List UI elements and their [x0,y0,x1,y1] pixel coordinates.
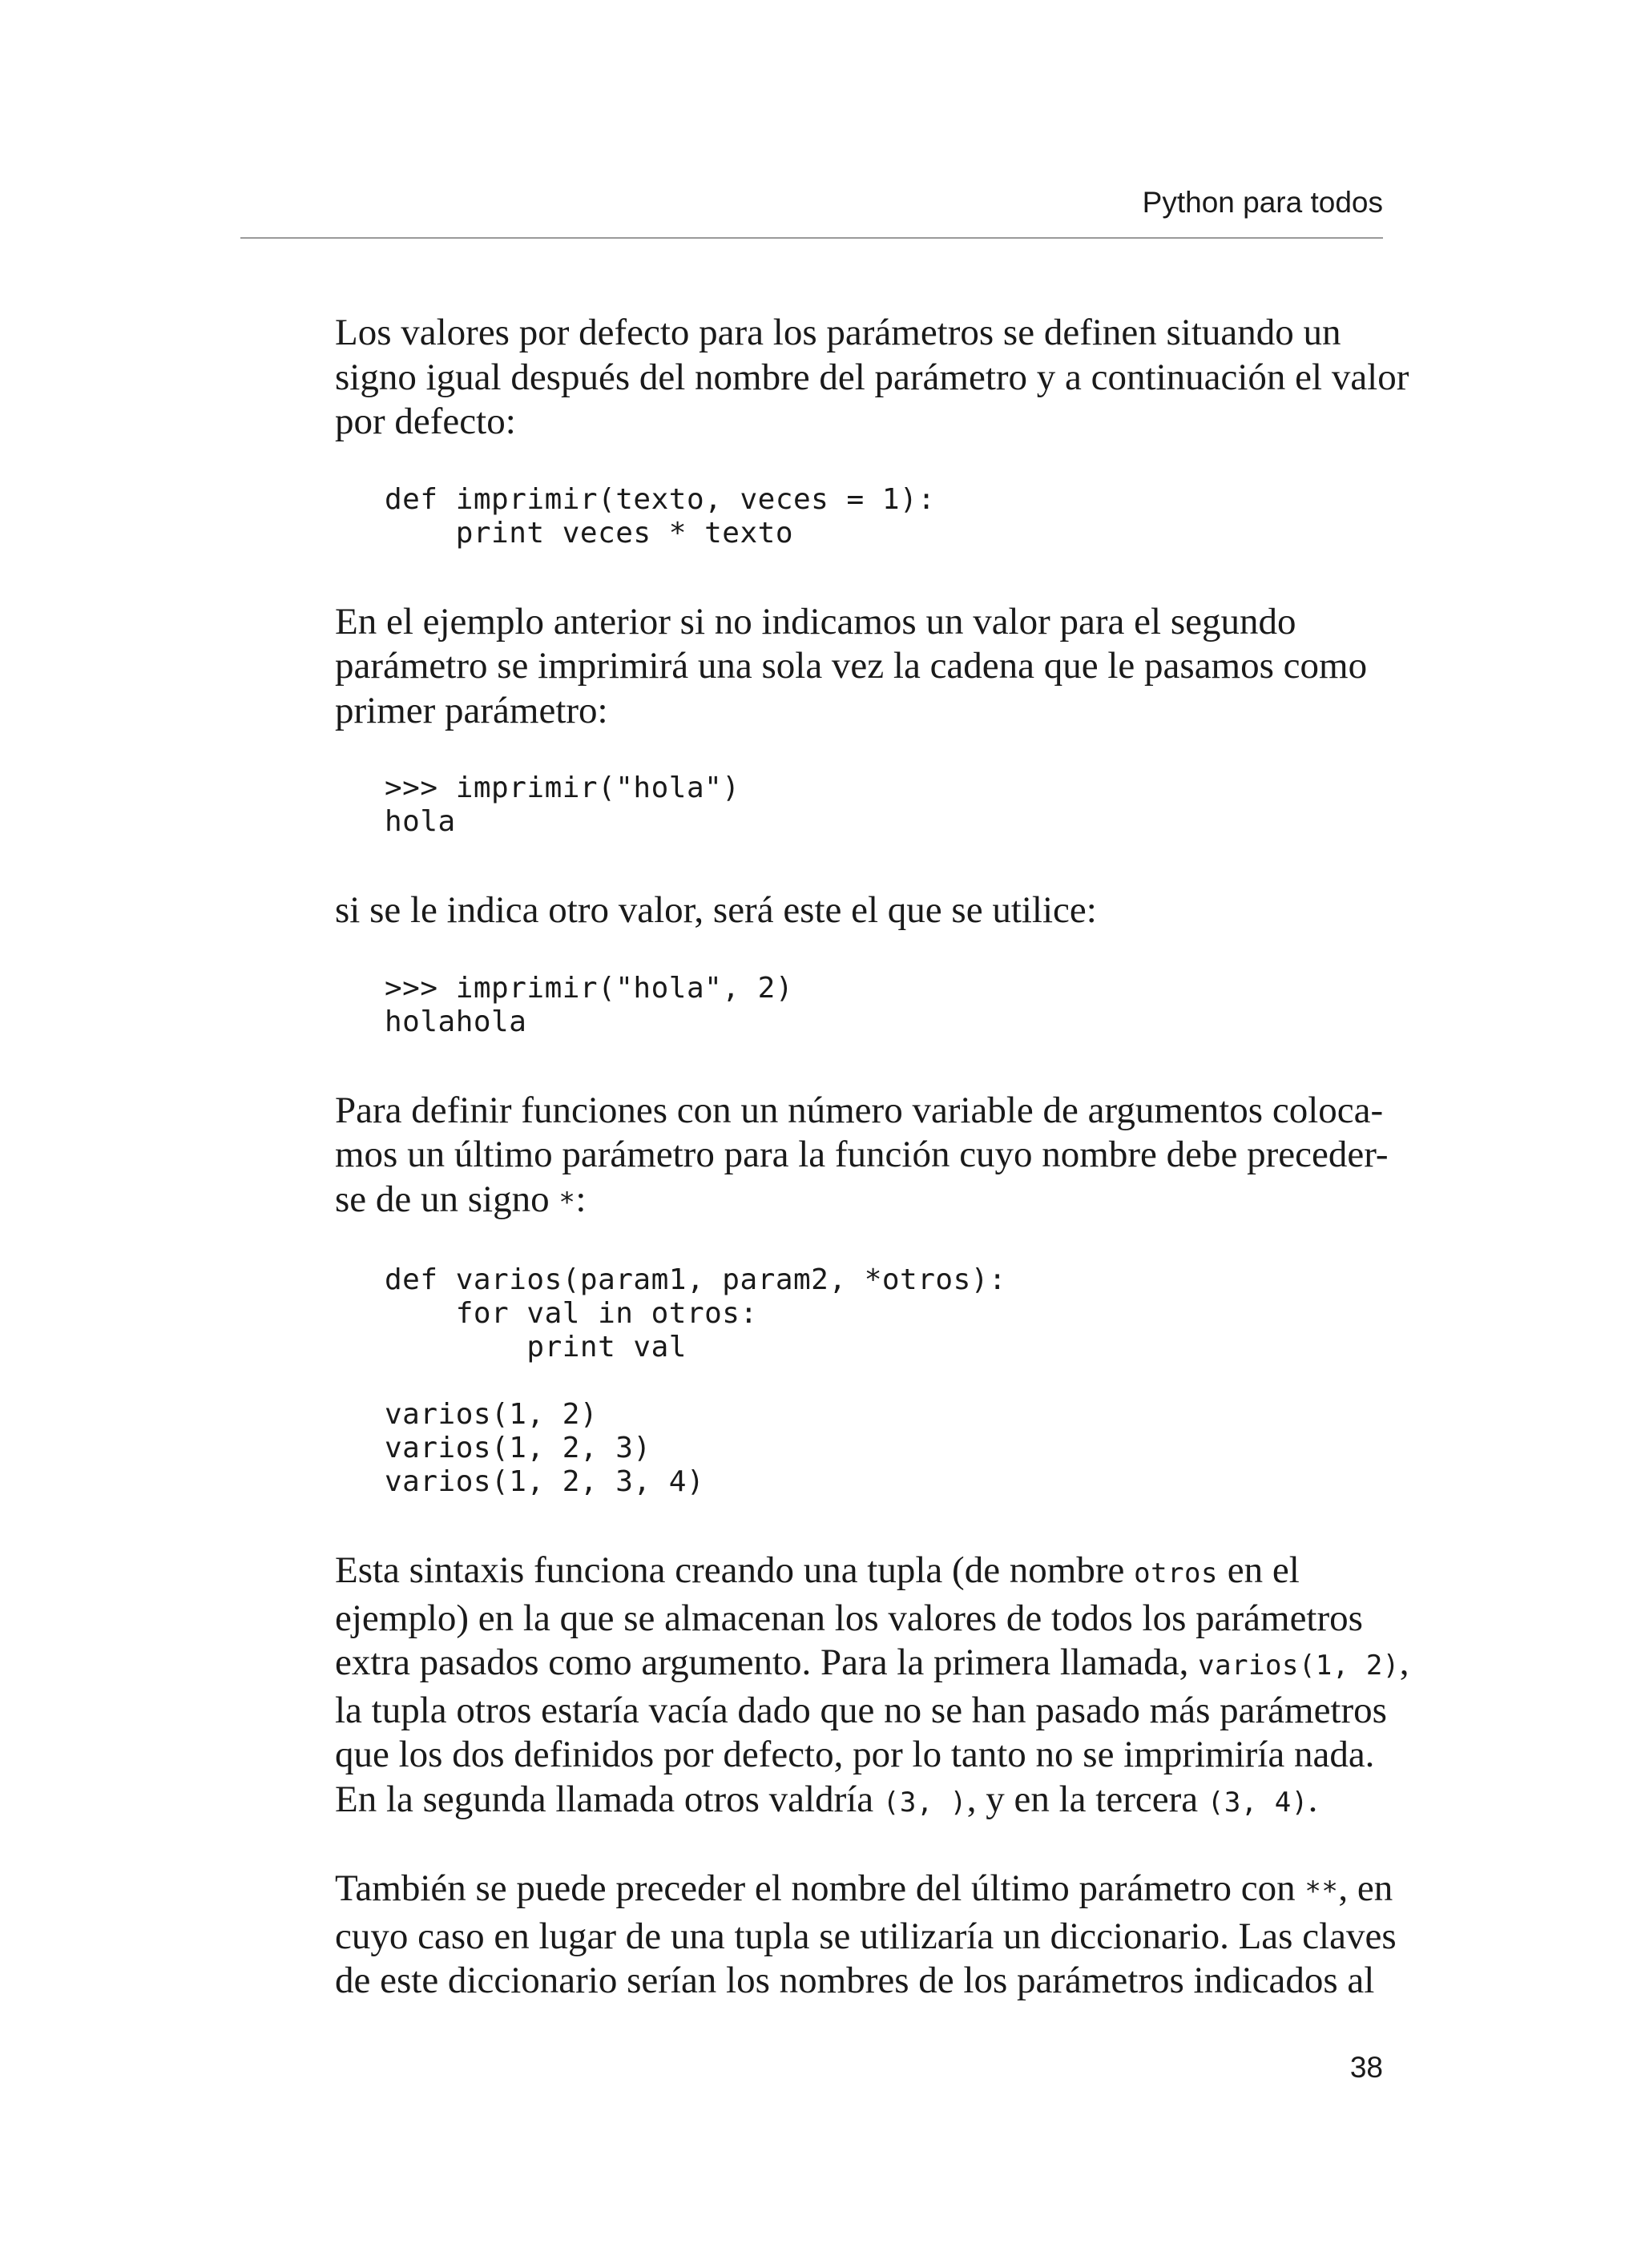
code-line: hola [385,805,456,838]
paragraph-dictionary-explanation [335,1867,1397,2004]
code-line: print val [385,1331,687,1364]
code-block-def-varios [335,1263,1393,1499]
paragraph-example-explanation [335,600,1393,734]
code-line: varios(1, 2, 3) [385,1432,651,1464]
text-fragment: en el [1217,1549,1300,1591]
inline-code: ** [1304,1875,1339,1907]
code-line: for val in otros: [385,1297,758,1330]
text-line: de este diccionario serían los nombres de los parámetros indicados al [335,1960,1375,2001]
text-line: por defecto: [335,401,516,442]
code-line: varios(1, 2) [385,1398,599,1431]
text-line [335,1549,1393,1597]
text-fragment: En la segunda llamada otros valdría [335,1778,883,1820]
text-fragment: , [1399,1642,1409,1683]
text-line: Los valores por defecto para los parámetros se definen situando un [335,312,1341,353]
text-line: la tupla otros estaría vacía dado que no se han pasado más parámetros [335,1689,1387,1731]
code-line: holahola [385,1005,527,1038]
text-line: primer parámetro: [335,689,608,731]
text-line: parámetro se imprimirá una sola vez la cadena que le pasamos como [335,645,1368,687]
text-line: mos un último parámetro para la función cuyo nombre debe preceder- [335,1134,1389,1175]
text-line: cuyo caso en lugar de una tupla se utilizaría un diccionario. Las claves [335,1915,1397,1957]
page-body [335,311,1409,2004]
code-line: >>> imprimir("hola") [385,771,740,804]
text-line: si se le indica otro valor, será este el que se utilice: [335,889,1097,931]
text-fragment: Esta sintaxis funciona creando una tupla (de nombre [335,1549,1135,1591]
code-line: def varios(param1, param2, *otros): [385,1263,1007,1296]
paragraph-default-values [335,311,1409,445]
inline-code: (3, 4) [1207,1786,1308,1819]
inline-code: otros [1134,1557,1218,1589]
text-fragment: También se puede preceder el nombre del último parámetro con [335,1867,1305,1909]
header-title: Python para todos [1142,186,1383,219]
code-block-imprimir-hola [335,771,1393,839]
text-fragment: se de un signo [335,1178,559,1220]
paragraph-tuple-explanation [335,1549,1409,1825]
text-line: signo igual después del nombre del parámetro y a continuación el valor [335,356,1409,398]
text-fragment: . [1308,1778,1318,1820]
text-line [335,1178,1393,1226]
page-number: 38 [1349,2051,1383,2084]
text-line [335,1778,1393,1826]
paragraph-variable-arguments [335,1089,1393,1226]
text-fragment: extra pasados como argumento. Para la primera llamada, [335,1642,1199,1683]
code-line: >>> imprimir("hola", 2) [385,971,793,1005]
text-line: ejemplo) en la que se almacenan los valores de todos los parámetros [335,1597,1363,1639]
code-block-imprimir-hola-2 [335,972,1393,1039]
text-line: que los dos definidos por defecto, por lo tanto no se imprimiría nada. [335,1734,1375,1775]
code-block-def-imprimir [335,483,1393,550]
text-line: Para definir funciones con un número variable de argumentos coloca- [335,1089,1384,1131]
text-fragment: , en [1338,1867,1393,1909]
code-line [385,1364,1393,1398]
text-fragment: , y en la tercera [966,1778,1208,1820]
inline-code: (3, ) [882,1786,967,1819]
inline-code: * [558,1186,576,1219]
text-fragment: : [575,1178,587,1220]
inline-code: varios(1, 2) [1198,1650,1400,1682]
text-line [335,1867,1393,1915]
text-line [335,1641,1409,1689]
code-line: print veces * texto [385,516,793,550]
code-line: varios(1, 2, 3, 4) [385,1465,705,1498]
running-header [240,183,1383,239]
text-line: En el ejemplo anterior si no indicamos un valor para el segundo [335,600,1296,643]
paragraph-other-value [335,888,1393,933]
code-line: def imprimir(texto, veces = 1): [385,482,936,516]
